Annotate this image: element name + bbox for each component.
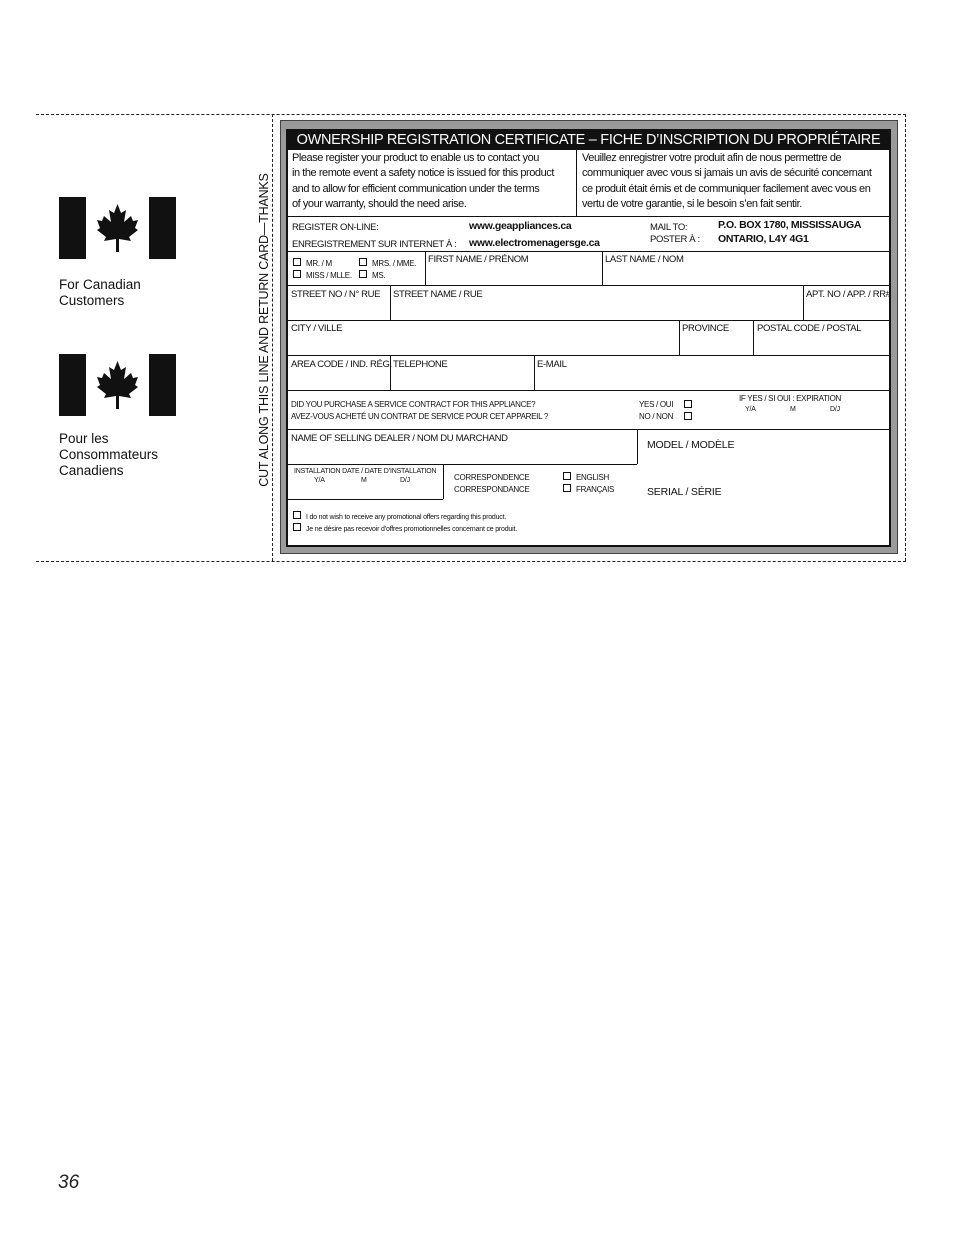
- installation-year-label: Y/A: [314, 477, 325, 484]
- register-online-label-fr: ENREGISTREMENT SUR INTERNET À :: [292, 239, 457, 250]
- telephone-field[interactable]: TELEPHONE: [393, 359, 448, 370]
- intro-english: Please register your product to enable us to contact you in the remote event a safety notice is issued for this product and to allow for efficient communication under the terms of your warranty, should the need arise.: [292, 152, 554, 210]
- mail-address-line-1: P.O. BOX 1780, MISSISSAUGA: [718, 219, 862, 231]
- service-contract-no-label: NO / NON: [639, 412, 674, 421]
- canadian-flag-icon: [59, 354, 176, 416]
- cut-line-bottom: [36, 561, 906, 562]
- first-name-field[interactable]: FIRST NAME / PRÉNOM: [428, 254, 529, 265]
- title-mr-option[interactable]: MR. / M: [293, 258, 332, 269]
- city-field[interactable]: CITY / VILLE: [291, 323, 343, 334]
- province-field[interactable]: PROVINCE: [682, 323, 729, 334]
- flag-caption-english: For Canadian Customers: [59, 277, 141, 308]
- expiration-year-label: Y/A: [745, 406, 756, 413]
- installation-day-label: D/J: [400, 477, 410, 484]
- installation-month-label: M: [361, 477, 367, 484]
- title-mrs-option[interactable]: MRS. / MME.: [359, 258, 416, 269]
- service-contract-yes-checkbox[interactable]: [684, 400, 692, 408]
- expiration-day-label: D/J: [830, 406, 840, 413]
- cut-line-left: [272, 114, 273, 561]
- last-name-field[interactable]: LAST NAME / NOM: [605, 254, 684, 265]
- page-number: 36: [58, 1172, 80, 1193]
- cut-instruction: CUT ALONG THIS LINE AND RETURN CARD—THANKS: [257, 173, 271, 487]
- model-field[interactable]: MODEL / MODÈLE: [647, 439, 735, 451]
- mail-to-label: MAIL TO:: [650, 222, 688, 233]
- title-ms-option[interactable]: MS.: [359, 270, 385, 281]
- promo-optout-french[interactable]: Je ne désire pas recevoir d’offres promotionnelles concernant ce produit.: [293, 523, 517, 535]
- register-online-link[interactable]: www.geappliances.ca: [469, 220, 572, 232]
- register-online-link-fr[interactable]: www.electromenagersge.ca: [469, 237, 600, 249]
- expiration-month-label: M: [790, 406, 796, 413]
- language-french-option[interactable]: FRANÇAIS: [563, 484, 614, 495]
- service-contract-question: DID YOU PURCHASE A SERVICE CONTRACT FOR THIS APPLIANCE?: [291, 400, 536, 409]
- flag-caption-french: Pour les Consommateurs Canadiens: [59, 431, 159, 478]
- email-field[interactable]: E-MAIL: [537, 359, 567, 370]
- apt-number-field[interactable]: APT. NO / APP. / RR#: [806, 289, 891, 300]
- correspondence-label-fr: CORRESPONDANCE: [454, 485, 530, 494]
- mail-address-line-2: ONTARIO, L4Y 4G1: [718, 233, 809, 245]
- promo-optout-english[interactable]: I do not wish to receive any promotional offers regarding this product.: [293, 511, 506, 523]
- dealer-name-field[interactable]: NAME OF SELLING DEALER / NOM DU MARCHAND: [291, 433, 508, 444]
- mail-to-label-fr: POSTER À :: [650, 234, 700, 245]
- installation-date-label: INSTALLATION DATE / DATE D’INSTALLATION: [294, 468, 437, 475]
- street-number-field[interactable]: STREET NO / N° RUE: [291, 289, 381, 300]
- cut-line-top: [36, 114, 906, 115]
- register-online-label: REGISTER ON-LINE:: [292, 222, 379, 233]
- expiration-date-label: IF YES / SI OUI : EXPIRATION: [739, 394, 841, 403]
- intro-french: Veuillez enregistrer votre produit afin de nous permettre de communiquer avec vous si jamais un avis de sécurité concernant ce produit était émis et de communiquer facilement avec vous en vertu de votre garantie, si le besoin s’en fait sentir.: [582, 152, 872, 210]
- service-contract-yes-label: YES / OUI: [639, 400, 674, 409]
- service-contract-no-checkbox[interactable]: [684, 412, 692, 420]
- area-code-field[interactable]: AREA CODE / IND. RÉG.: [291, 359, 392, 370]
- cut-line-right: [905, 114, 906, 561]
- postal-code-field[interactable]: POSTAL CODE / POSTAL: [757, 323, 862, 334]
- service-contract-question-fr: AVEZ-VOUS ACHETÉ UN CONTRAT DE SERVICE POUR CET APPAREIL ?: [291, 412, 549, 421]
- canadian-flag-icon: [59, 197, 176, 259]
- card-title: OWNERSHIP REGISTRATION CERTIFICATE – FICHE D’INSCRIPTION DU PROPRIÉTAIRE: [288, 131, 889, 150]
- language-english-option[interactable]: ENGLISH: [563, 472, 609, 483]
- correspondence-label: CORRESPONDENCE: [454, 473, 530, 482]
- serial-field[interactable]: SERIAL / SÉRIE: [647, 486, 722, 498]
- title-miss-option[interactable]: MISS / MLLE.: [293, 270, 352, 281]
- street-name-field[interactable]: STREET NAME / RUE: [393, 289, 483, 300]
